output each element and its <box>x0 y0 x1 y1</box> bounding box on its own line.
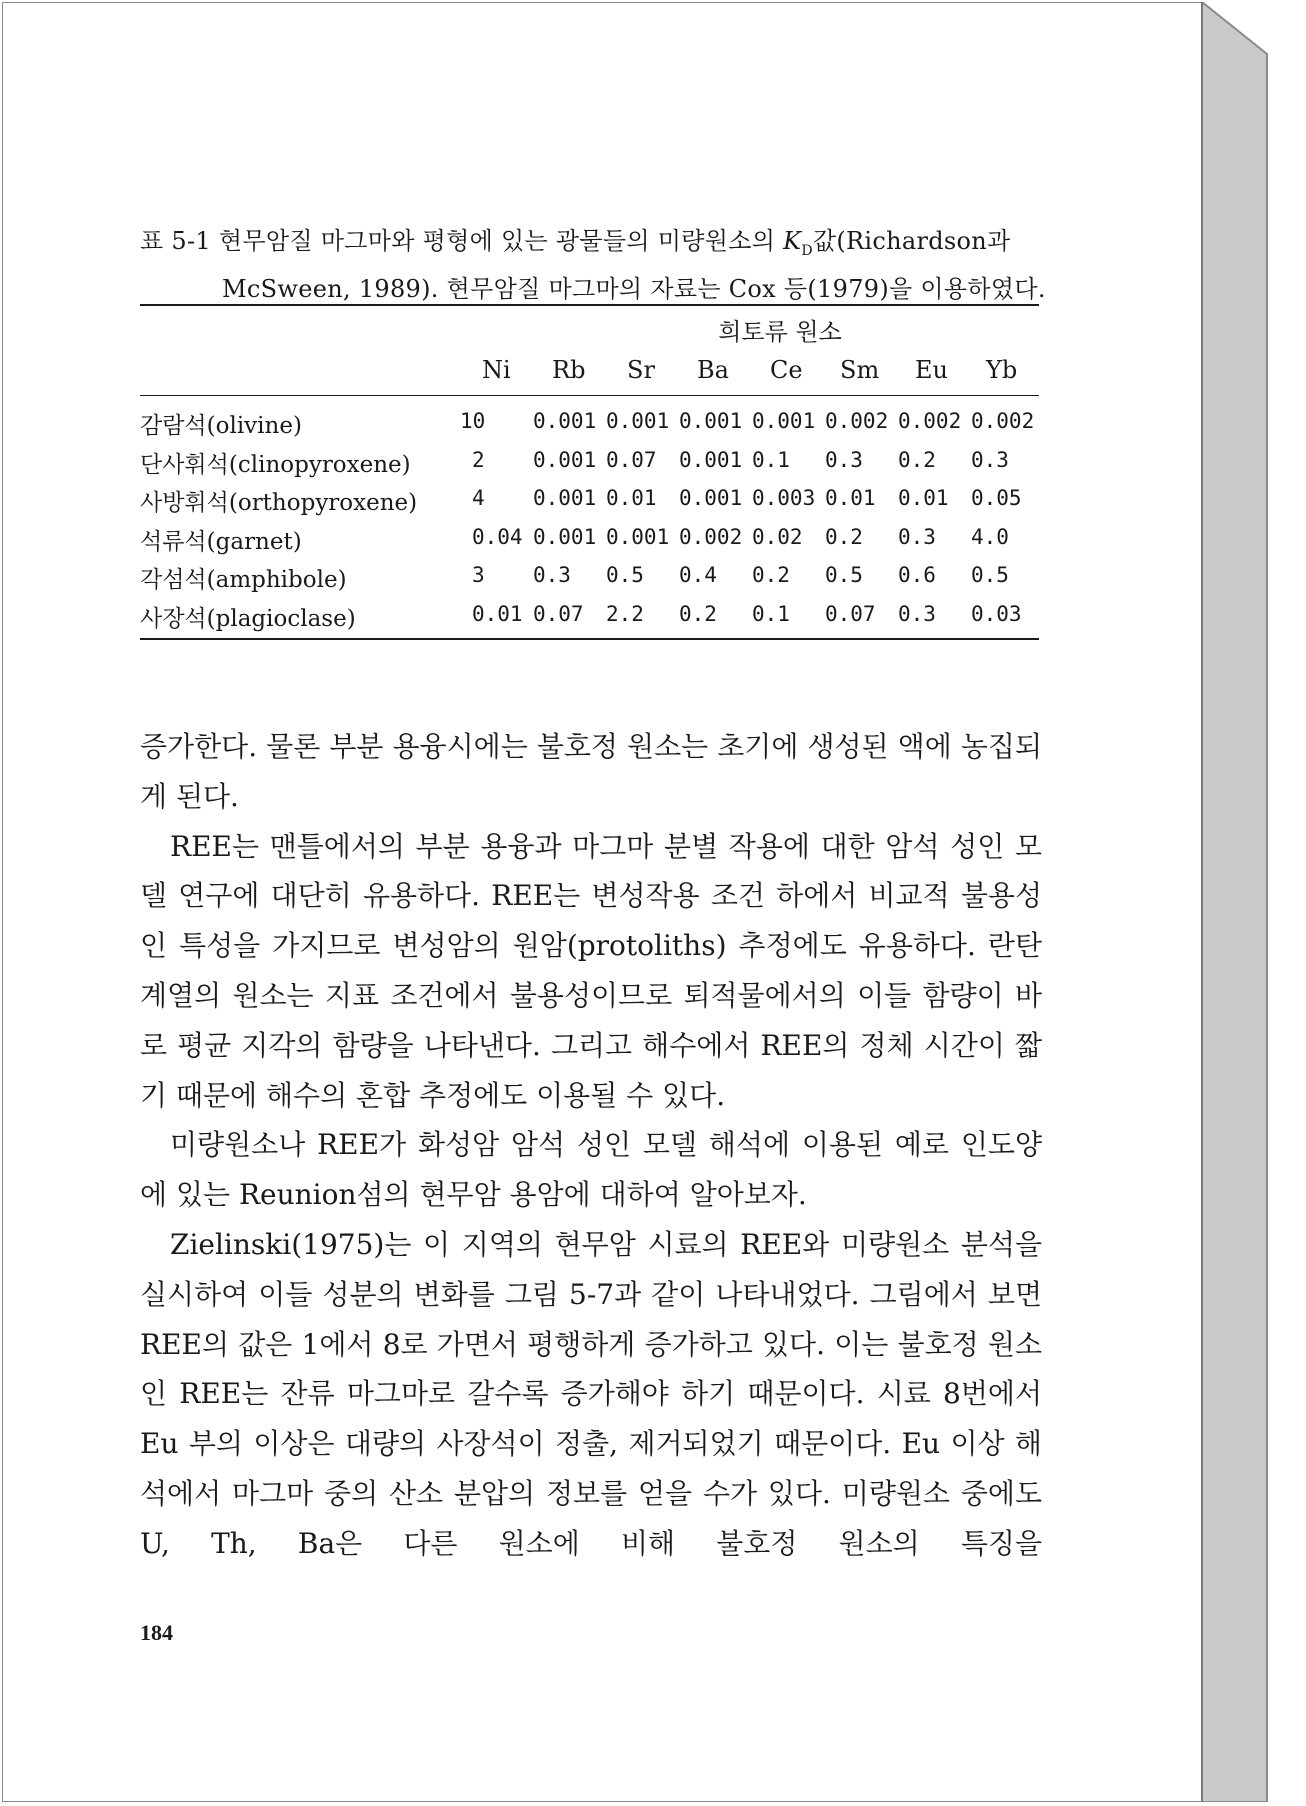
body-text <box>140 722 1042 1569</box>
ree-group-header: 희토류 원소 <box>718 318 842 346</box>
value-sm: 0.01 <box>825 486 876 510</box>
table-top-rule <box>140 304 1039 306</box>
value-yb: 0.03 <box>971 601 1022 626</box>
value-sm: 0.2 <box>825 524 863 549</box>
value-sr: 0.07 <box>606 447 657 472</box>
paragraph-3: 미량원소나 REE가 화성암 암석 성인 모델 해석에 이용된 예로 인도양에 있는 Reunion섬의 현무암 용암에 대하여 알아보자. <box>140 1128 1042 1212</box>
value-ni: 0.04 <box>472 524 523 549</box>
value-sm: 0.002 <box>825 409 889 433</box>
value-ba: 0.001 <box>679 486 743 510</box>
col-eu: Eu <box>915 356 948 384</box>
value-ni: 3 <box>472 563 485 587</box>
value-sm: 0.3 <box>825 447 863 472</box>
value-sm: 0.5 <box>825 563 863 587</box>
table-header-rule <box>140 395 1039 396</box>
value-eu: 0.6 <box>898 563 936 587</box>
paragraph-1: 증가한다. 물론 부분 용융시에는 불호정 원소는 초기에 생성된 액에 농집되게 된다. <box>140 730 1042 813</box>
table-row <box>140 482 1040 521</box>
table-row <box>140 598 1040 637</box>
value-rb: 0.3 <box>533 563 571 587</box>
value-yb: 4.0 <box>971 524 1009 549</box>
col-ce: Ce <box>770 356 803 384</box>
value-ni: 0.01 <box>472 601 523 626</box>
table-row <box>140 405 1040 444</box>
value-ba: 0.001 <box>679 447 743 472</box>
col-sm: Sm <box>840 356 880 384</box>
value-ni: 4 <box>472 486 485 510</box>
value-yb: 0.3 <box>971 447 1009 472</box>
value-rb: 0.001 <box>533 447 597 472</box>
value-ce: 0.1 <box>752 601 790 626</box>
value-yb: 0.5 <box>971 563 1009 587</box>
value-ba: 0.001 <box>679 409 743 433</box>
value-ce: 0.02 <box>752 524 803 549</box>
book-edge-face <box>1202 2 1267 1802</box>
mineral-name: 감람석(olivine) <box>140 413 302 439</box>
caption-suffix: 값(Richardson과 <box>812 227 1011 255</box>
caption-line-1 <box>140 222 1040 270</box>
paragraph-2: REE는 맨틀에서의 부분 용융과 마그마 분별 작용에 대한 암석 성인 모델 연구에 대단히 유용하다. REE는 변성작용 조건 하에서 비교적 불용성인 특성을 가지므로 변성암의 원암(protoliths) 추정에도 유용하다. 란탄 계열의 원소는 지표 조건에서 불용성이므로 퇴적물에서의 이들 함량이 바로 평균 지각의 함량을 나타낸다. 그리고 해수에서 REE의 정체 시간이 짧기 때문에 해수의 혼합 추정에도 이용될 수 있다. <box>140 829 1042 1112</box>
value-eu: 0.01 <box>898 486 949 510</box>
col-ni: Ni <box>482 356 511 384</box>
col-ba: Ba <box>697 356 729 384</box>
value-ce: 0.1 <box>752 447 790 472</box>
value-ba: 0.2 <box>679 601 717 626</box>
table-row <box>140 559 1040 598</box>
value-yb: 0.05 <box>971 486 1022 510</box>
value-ce: 0.001 <box>752 409 816 433</box>
value-rb: 0.07 <box>533 601 584 626</box>
mineral-name: 사장석(plagioclase) <box>140 605 356 632</box>
page-number: 184 <box>140 1620 173 1645</box>
table-row <box>140 521 1040 560</box>
table-bottom-rule <box>140 638 1039 640</box>
value-eu: 0.3 <box>898 524 936 549</box>
kd-subscript: D <box>801 242 813 259</box>
value-eu: 0.2 <box>898 447 936 472</box>
value-eu: 0.3 <box>898 601 936 626</box>
table-caption <box>140 222 1046 308</box>
value-eu: 0.002 <box>898 409 962 433</box>
col-yb: Yb <box>986 356 1018 384</box>
caption-prefix: 표 5-1 현무암질 마그마와 평형에 있는 광물들의 미량원소의 <box>140 227 784 255</box>
value-rb: 0.001 <box>533 486 597 510</box>
caption-line-2: McSween, 1989). 현무암질 마그마의 자료는 Cox 등(1979)을 이용하였다. <box>222 274 1046 303</box>
value-rb: 0.001 <box>533 409 597 433</box>
mineral-name: 석류석(garnet) <box>140 528 302 555</box>
col-sr: Sr <box>627 356 655 384</box>
value-ce: 0.2 <box>752 563 790 587</box>
mineral-name: 사방휘석(orthopyroxene) <box>140 490 418 516</box>
value-sr: 0.01 <box>606 486 657 510</box>
value-ni: 2 <box>472 447 485 472</box>
value-ba: 0.4 <box>679 563 717 587</box>
paragraph-4: Zielinski(1975)는 이 지역의 현무암 시료의 REE와 미량원소 분석을 실시하여 이들 성분의 변화를 그림 5-7과 같이 나타내었다. 그림에서 보면 REE의 값은 1에서 8로 가면서 평행하게 증가하고 있다. 이는 불호정 원소인 REE는 잔류 마그마로 갈수록 증가해야 하기 때문이다. 시료 8번에서 Eu 부의 이상은 대량의 사장석이 정출, 제거되었기 때문이다. Eu 이상 해석에서 마그마 중의 산소 분압의 정보를 얻을 수가 있다. 미량원소 중에도 U, Th, Ba은 다른 원소에 비해 불호정 원소의 특징을 <box>140 1227 1042 1560</box>
kd-symbol: K <box>783 227 802 255</box>
table-row <box>140 444 1040 483</box>
mineral-name: 각섬석(amphibole) <box>140 567 347 593</box>
value-yb: 0.002 <box>971 409 1035 433</box>
table-body <box>140 405 1040 636</box>
table-column-headers <box>0 356 1200 388</box>
value-sr: 0.001 <box>606 524 670 549</box>
value-sr: 0.001 <box>606 409 670 433</box>
value-ni: 10 <box>460 409 486 433</box>
value-rb: 0.001 <box>533 524 597 549</box>
value-sm: 0.07 <box>825 601 876 626</box>
value-ba: 0.002 <box>679 524 743 549</box>
value-ce: 0.003 <box>752 486 816 510</box>
col-rb: Rb <box>552 356 586 384</box>
value-sr: 0.5 <box>606 563 644 587</box>
mineral-name: 단사휘석(clinopyroxene) <box>140 451 411 478</box>
value-sr: 2.2 <box>606 601 644 626</box>
